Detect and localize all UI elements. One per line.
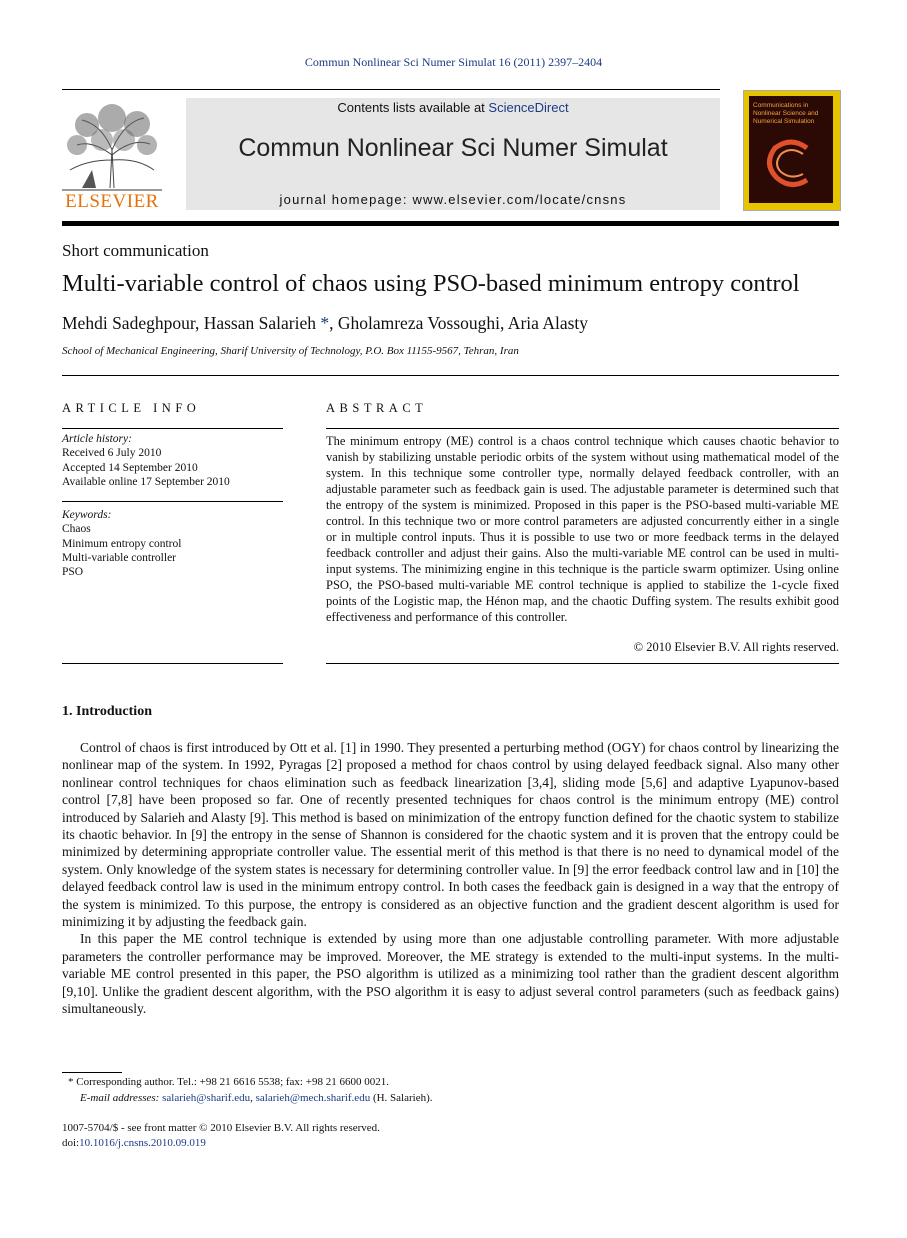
doi-line: doi:10.1016/j.cnsns.2010.09.019 — [62, 1137, 206, 1149]
keywords: Keywords: Chaos Minimum entropy control Multi-variable controller PSO — [62, 509, 182, 579]
journal-homepage[interactable]: journal homepage: www.elsevier.com/locate/cnsns — [279, 192, 627, 207]
cover-art — [763, 138, 819, 190]
cover-title: Communications in Nonlinear Science and Numerical Simulation — [753, 102, 819, 125]
journal-cover[interactable] — [743, 90, 841, 211]
footnote-rule — [62, 1072, 122, 1073]
copyright-notice: © 2010 Elsevier B.V. All rights reserved. — [633, 640, 839, 654]
contents-line: Contents lists available at ScienceDirect — [337, 100, 569, 115]
sciencedirect-link[interactable]: ScienceDirect — [488, 100, 569, 115]
abstract-heading: ABSTRACT — [326, 401, 428, 415]
header-thick-rule — [62, 221, 839, 226]
divider — [62, 501, 283, 502]
article-type: Short communication — [62, 241, 209, 260]
section-heading: 1. Introduction — [62, 704, 152, 719]
divider — [326, 428, 839, 429]
article-title: Multi-variable control of chaos using PSO-based minimum entropy control — [62, 270, 800, 297]
paragraph: In this paper the ME control technique is extended by using more than one adjustable controlling parameter. With more adjustable parameters the controller performance may be improved. Moreover, the ME strategy is extended to the multi-input systems. In the multi-variable ME control presented in this paper, the PSO algorithm is utilized as a minimizing tool rather than the gradient descent algorithm [9,10]. Unlike the gradient descent algorithm, with the PSO algorithm it is easy to adjust several control parameters (such as feedback gains) simultaneously. — [62, 931, 839, 1017]
affiliation: School of Mechanical Engineering, Sharif University of Technology, P.O. Box 11155-9567, Tehran, Iran — [62, 345, 519, 357]
body-text — [62, 739, 839, 1018]
email-link[interactable]: salarieh@mech.sharif.edu — [255, 1092, 371, 1104]
journal-citation[interactable]: Commun Nonlinear Sci Numer Simulat 16 (2011) 2397–2404 — [304, 55, 603, 69]
email-link[interactable]: salarieh@sharif.edu — [162, 1092, 251, 1104]
doi-link[interactable]: 10.1016/j.cnsns.2010.09.019 — [79, 1137, 206, 1149]
corresponding-author-mark[interactable]: * — [315, 313, 330, 333]
article-history: Article history: Received 6 July 2010 Accepted 14 September 2010 Available online 17 September 2010 — [62, 433, 230, 488]
divider — [62, 663, 283, 664]
email-footnote: E-mail addresses: salarieh@sharif.edu, salarieh@mech.sharif.edu (H. Salarieh). — [80, 1092, 433, 1104]
abstract-text: The minimum entropy (ME) control is a chaos control technique which causes chaotic behavior to vanish by stabilizing unstable periodic orbits of the system without using mathematical model of the system. In this technique some controller type, normally delayed feedback controller, with an adjustable parameter such as feedback gain is used. The adjustable parameter is determined such that the entropy of the system is minimized. Proposed in this paper is the PSO-based multi-variable ME control. In this technique two or more control parameters are adjusted concurrently either in a single or in multiple control inputs. Thus it is possible to use two or more feedback terms in the delayed feedback controller and adjust their gains. Also the multi-variable ME control can be used in multi-input systems. The minimizing engine in this technique is the particle swarm optimizer. Using online PSO, the PSO-based multi-variable ME control technique is applied to stabilize the 1-cycle fixed points of the Logistic map, the Hénon map, and the chaotic Duffing system. The results exhibit good effectiveness and performance of this controller. — [326, 434, 839, 624]
divider — [62, 428, 283, 429]
author-list: Mehdi Sadeghpour, Hassan Salarieh *, Gholamreza Vossoughi, Aria Alasty — [62, 313, 589, 333]
divider — [326, 663, 839, 664]
journal-title: Commun Nonlinear Sci Numer Simulat — [238, 134, 668, 162]
paragraph: Control of chaos is first introduced by Ott et al. [1] in 1990. They presented a perturbing method (OGY) for chaos control by linearizing the nonlinear map of the system. In 1992, Pyragas [2] proposed a method for chaos control by using delayed feedback signal. Also many other nonlinear control techniques for chaos elimination such as feedback linearization [3,4], sliding mode [5,6] and adaptive Lyapunov-based control [7,8] have been proposed so far. One of recently presented techniques for chaos control is the minimum entropy (ME) control introduced by Salarieh and Alasty [9]. This method is based on minimization of the entropy function defined for the chaotic system to stabilize its chaotic behavior. In [9] the entropy in the sense of Shannon is considered for the chaotic system and it is proven that the entropy could be minimized by determining appropriate controller value. The essential merit of this method is that there is no need to dynamical model of the system. Only knowledge of the system states is necessary for determining controller value. In [9] the error feedback control law and in [10] the delayed feedback control law is used in the minimum entropy control. In both cases the feedback gain is designed in a way that the entropy of the system is minimized. To this purpose, the entropy is considered as an objective function and the gradient descent algorithm is used for minimizing it by adjusting the feedback gain. — [62, 740, 839, 930]
divider — [62, 375, 839, 376]
issn-line: 1007-5704/$ - see front matter © 2010 Elsevier B.V. All rights reserved. — [62, 1122, 380, 1134]
article-info-heading: ARTICLE INFO — [62, 401, 201, 415]
corresponding-footnote: * Corresponding author. Tel.: +98 21 6616 5538; fax: +98 21 6600 0021. — [68, 1076, 389, 1088]
elsevier-logo — [62, 100, 162, 210]
elsevier-wordmark: ELSEVIER — [65, 191, 159, 212]
header-rule — [62, 89, 720, 90]
